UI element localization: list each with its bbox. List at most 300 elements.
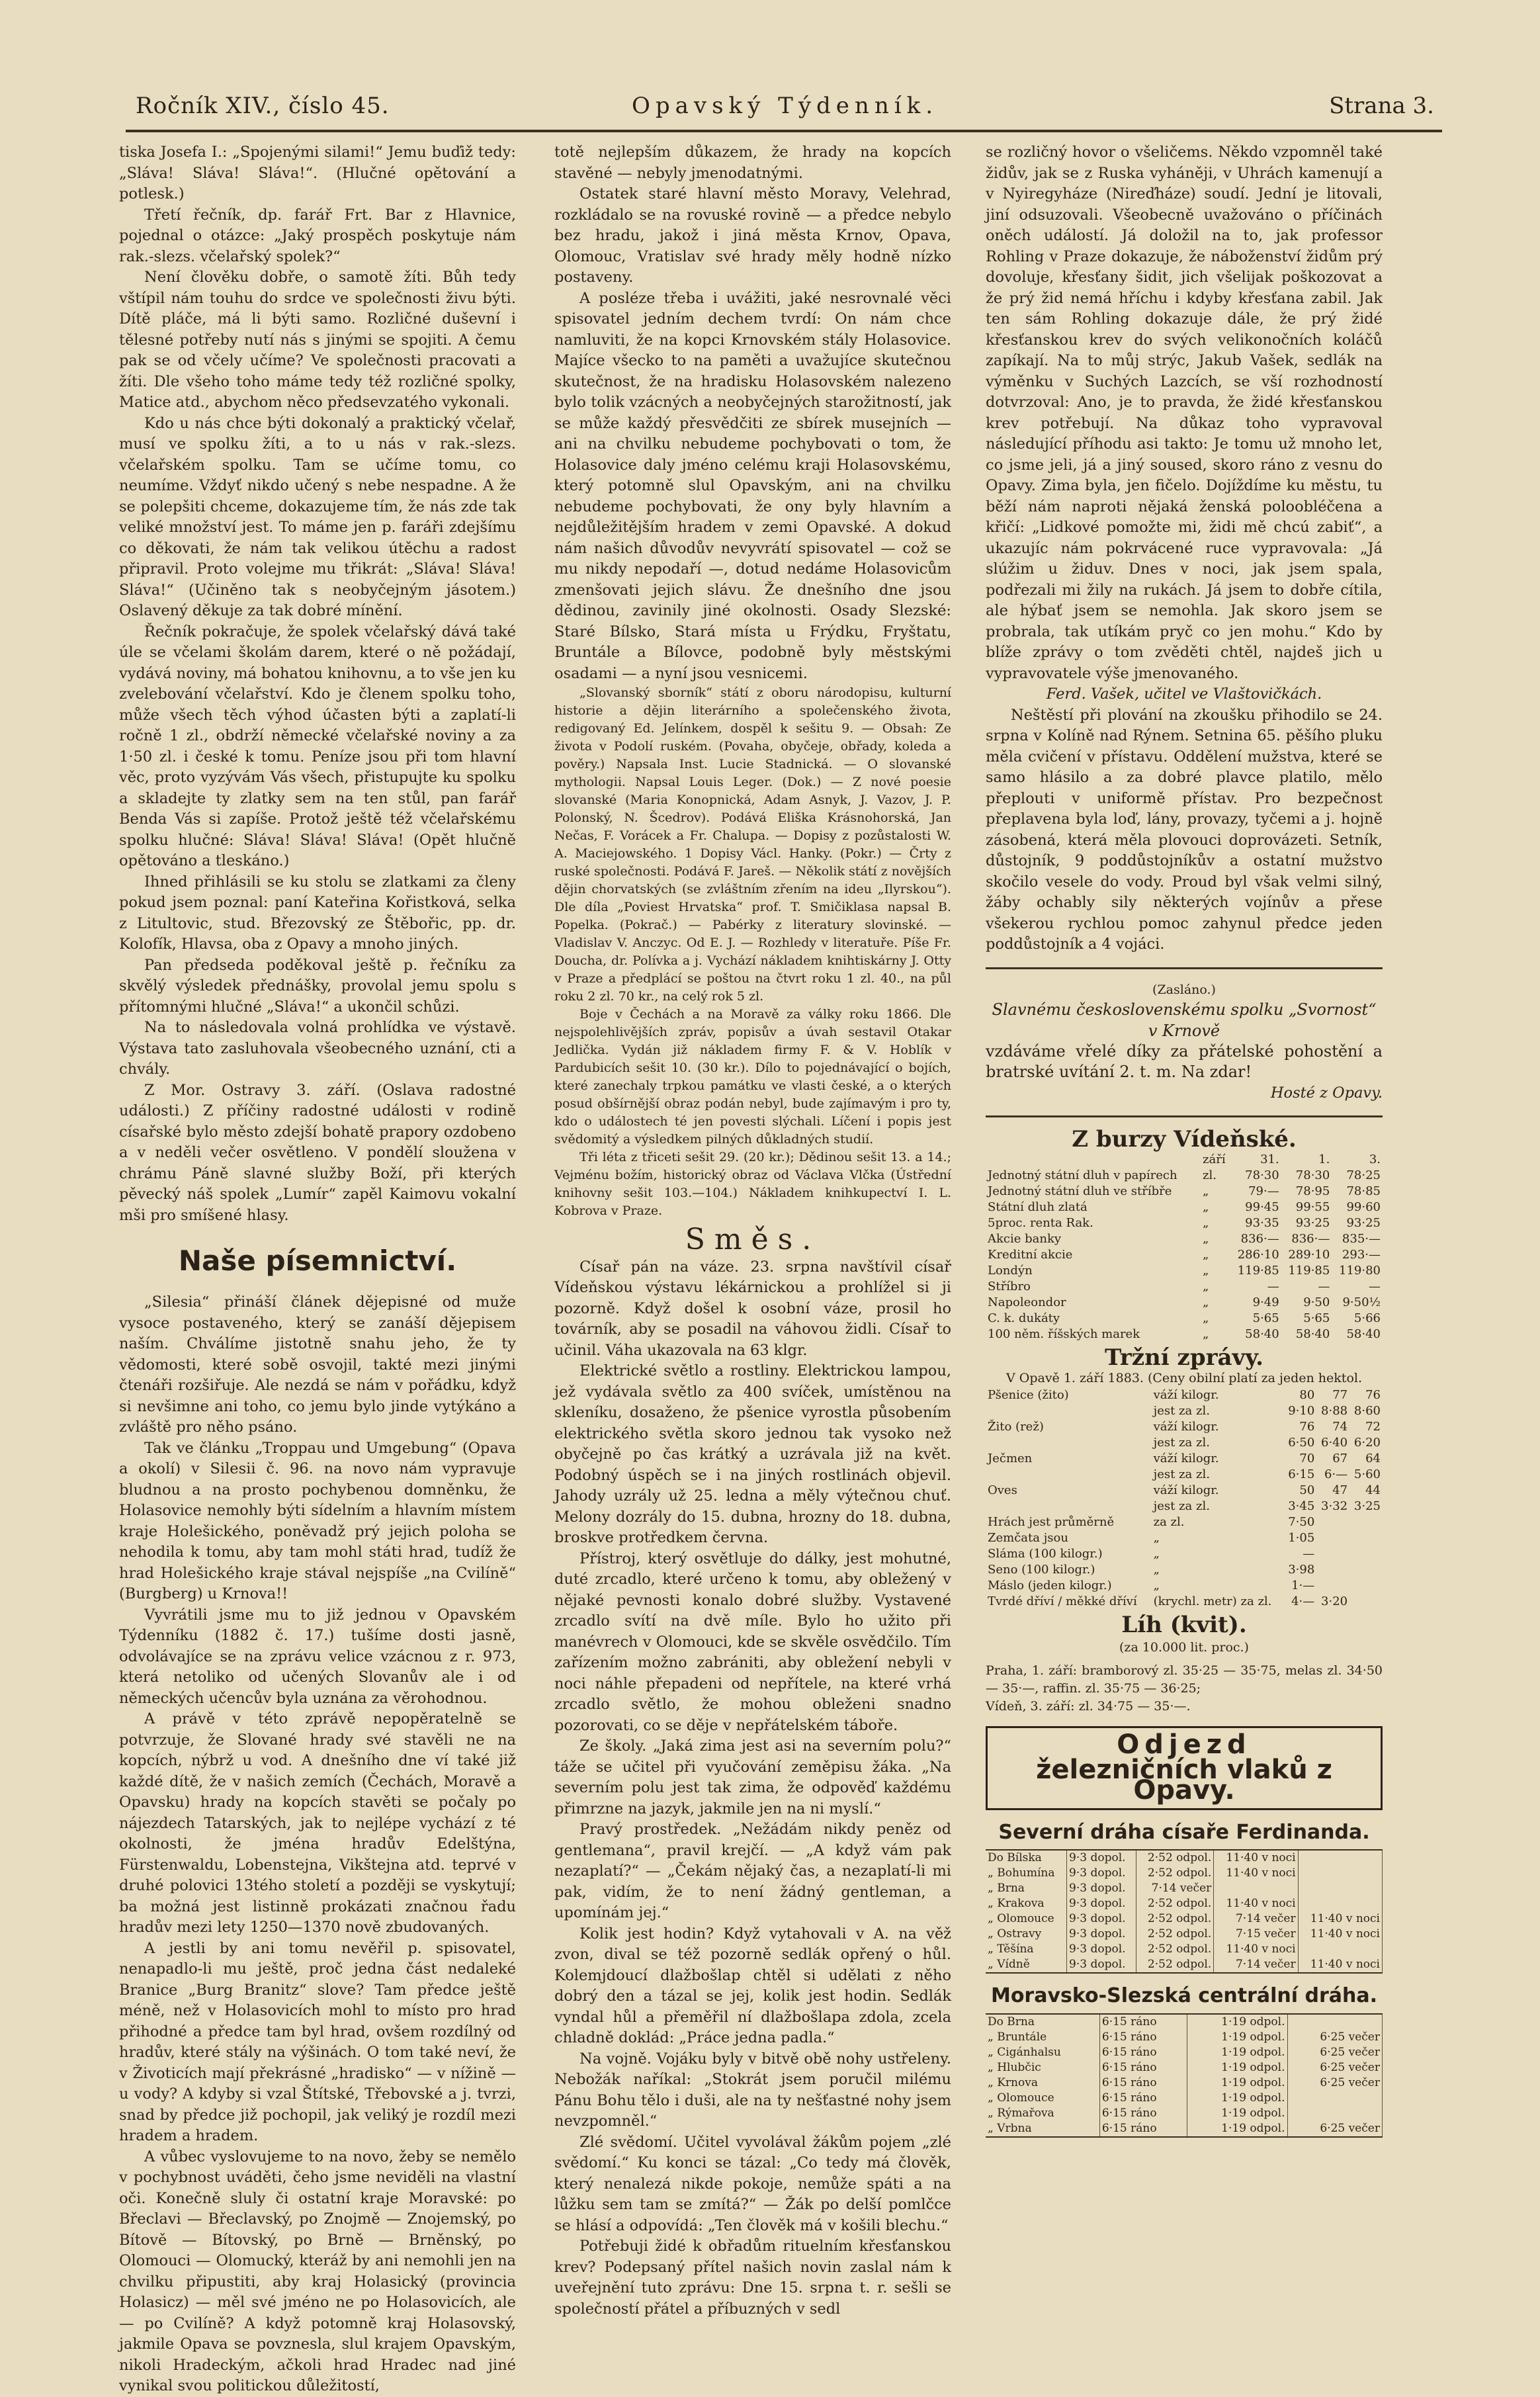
table-cell: 6·40 [1321, 1436, 1348, 1450]
table-cell: 2·52 odpol. [1136, 1942, 1214, 1957]
table-row [986, 1483, 1383, 1499]
col1-paras2 [119, 1292, 516, 2397]
table-cell: „ [1203, 1231, 1209, 1246]
table-cell: „ [1153, 1531, 1160, 1545]
table-cell: Jednotný státní dluh ve stříbře [988, 1184, 1172, 1198]
table-cell: 9·3 dopol. [1067, 1896, 1136, 1911]
table-cell: Do Bílska [986, 1850, 1067, 1866]
paragraph: tiska Josefa I.: „Spojenými silami!“ Jemu buďiž tedy: „Sláva! Sláva! Sláva!“. (Hlučné opětování a potlesk.) [119, 144, 516, 202]
table-cell: „ [1203, 1295, 1209, 1309]
table-row [986, 1850, 1383, 1866]
table-cell: „ Bohumína [986, 1866, 1067, 1881]
table-cell: 9·49 [1252, 1295, 1279, 1309]
table-cell: za zl. [1153, 1515, 1185, 1529]
table-cell: „ [1203, 1247, 1209, 1262]
paragraph: Pravý prostředek. „Nežádám nikdy peněz od gentlemana“, pravil krejčí. — „A když vám pak nezaplatí?“ — „Čekám nějaký čas, a nezaplatí-li mi pak, vidím, že to není žádný gentleman, a upomínám jej.“ [554, 1821, 951, 1921]
paragraph: A právě v této zprávě nepopěratelně se potvrzuje, že Slované hrady své stavěli ne na kopcích, nýbrž u vod. A dnešního dne ví také již každé dítě, že v našich zemích (Čechách, Moravě a Opavsku) hrady na kopcích stavěti se počaly po nájezdech Tatarských, jak to nejlépe vychází z té okolnosti, že jména hradův Edelštýna, Fürstenwaldu, Lobenstejna, Vikštejna atd. teprvé v druhé polovici 13tého století a později se vyskytují; ba možná jest listinně prokázati značnou řadu hradův mezi lety 1250—1370 nově zbudovaných. [119, 1710, 516, 1936]
table-cell: — [1267, 1279, 1279, 1293]
table-cell [986, 1403, 1152, 1419]
table-cell: „ Vrbna [986, 2121, 1099, 2137]
table-cell: 2·52 odpol. [1136, 1957, 1214, 1973]
paragraph: Třetí řečník, dp. farář Frt. Bar z Hlavnice, pojednal o otázce: „Jaký prospěch poskytuje nám rak.-slezs. včelařský spolek?“ [119, 206, 516, 265]
table-row [986, 2030, 1383, 2045]
table-cell: Pšenice (žito) [988, 1388, 1069, 1402]
table-cell: „ [1153, 1563, 1160, 1577]
table-cell: 293·— [1342, 1247, 1381, 1262]
table-row [986, 1942, 1383, 1957]
table-row [986, 2014, 1383, 2030]
table-cell: 7·14 večer [1214, 1911, 1298, 1927]
table-cell: 5·65 [1252, 1311, 1279, 1325]
table-cell: Zemčata jsou [988, 1531, 1068, 1545]
table-cell [986, 1435, 1152, 1451]
odjezd-title: Odjezd [1117, 1729, 1252, 1760]
table-cell: 58·40 [1245, 1327, 1279, 1341]
table-cell [1214, 1881, 1298, 1896]
table-row [986, 1927, 1383, 1942]
paragraph: A jestli by ani tomu nevěřil p. spisovatel, nenapadlo-li mu ještě, proč jedna část nedaleké Branice „Burg Branitz“ slove? Tam předce ještě méně, než v Holasovicích mohl to místo pro hrad přihodné a předce tam byl hrad, ovšem rozdílný od hradův, které stály na výšinách. O tom také neví, že v Životicích mají překrásné „hradisko“ — v nížině — u vody? A kdyby si vzal Štítské, Třebovské a j. tvrzi, snad by předce již pochopil, jak veliký je rozdíl mezi hradem a hradem. [119, 1939, 516, 2144]
table-cell: 58·40 [1346, 1327, 1381, 1341]
paragraph: Neštěstí při plování na zkoušku přihodilo se 24. srpna v Kolíně nad Rýnem. Setnina 65. pěšího pluku měla cvičení v přístavu. Oddělení mužstva, které se samo hlásilo a za dobré plavce platilo, mělo přeplouti v uniformě přístav. Pro bezpečnost přeplavena byla loď, lány, provazy, tyčemi a j. hojně zásobená, která měla plovouci doprovázeti. Setník, důstojník, 9 poddůstojníkův a ostatní mužstvo skočilo vesele do vody. Proud byl však velmi silný, žáby ochably sily některých vojínův a přese všekerou rychlou pomoc zahynul předce jeden poddůstojník a 4 vojáci. [986, 706, 1383, 953]
column-1 [119, 142, 516, 2394]
table-cell: — [1369, 1279, 1381, 1293]
paragraph: se rozličný hovor o všeličems. Někdo vzpomněl také židův, jak se z Ruska vyháněji, v Uhrách kamenují a v Nyiregyháze (Nireďháze) soudí. Jední je litovali, jiní odsuzovali. Všeobecně uvažováno o příčinách oněch událostí. Já doložil na to, jak professor Rohling v Praze dokazuje, že náboženství židům prý dovoluje, křesťany šidit, jich všelijak poškozovat a že prý žid nemá hříchu i kdyby křesťana zabil. Jak ten sám Rohling dokazuje dále, že prý židé křesťanskou krev do svých velikonočních koláčů zapíkají. Na to můj strýc, Jakub Vašek, sedlák na výměnku v Suchých Lazcích, se vší rozhodností dotvrzoval: Ano, je to pravda, že židé křesťanskou krev potřebují. Na důkaz toho vypravoval následující příhodu asi takto: Je tomu už mnoho let, co jsme jeli, já a jiný soused, skoro ráno z vesnu do Opavy. Zima byla, jen fičelo. Dojíždíme ku městu, tu běží nám naproti nějaká ženská poloobléčena a křičí: „Lidkové pomožte mi, židi mě chcú zabiť“, a ukazujíc nám pokrvácené ruce vypravovala: „Já slúžim u židuv. Dnes v noci, jak jsem spala, podřezali mi žily na rukách. Já jsem to dobře cítila, ale hýbať jsem se nemohla. Jak skoro jsem se probrala, tak utíkám pryč co jen mohu.“ Kdo by blíže zprávy o tom zvěděti chtěl, najdeš jich u vypravovatele výše jmenovaného. [986, 144, 1383, 682]
table-cell: Oves [988, 1483, 1017, 1497]
table-cell: 67 [1332, 1452, 1348, 1465]
table-cell: 5proc. renta Rak. [988, 1215, 1093, 1230]
table-cell: 11·40 v noci [1214, 1866, 1298, 1881]
table-cell: 3·45 [1288, 1499, 1315, 1513]
table-row [986, 1514, 1383, 1530]
paragraph: A vůbec vyslovujeme to na novo, žeby se nemělo v pochybnost uváděti, čeho jsme neviděli na vlastní oči. Konečně sluly či ostatní kraje Moravské: po Břeclavi — Břeclavský, po Znojmě — Znojemský, po Bítově — Bítovský, po Brně — Brněnský, po Olomouci — Olomucký, kteráž by ani nemohli jen na chvilku připustiti, aby kraj Holasický (provincia Holasicz) — měl své jméno ne po Holasovicích, ale — po Cvilíně? A když potomně kraj Holasovský, jakmile Opava se povznesla, slul krajem Opavským, nikoli Hradeckým, ačkoli hrad Hradec nad jiné vynikal svou politickou důležitostí, [119, 2148, 516, 2394]
table-cell: „ Bruntále [986, 2030, 1099, 2045]
table-cell: 4·— [1291, 1594, 1315, 1608]
table-row [986, 1578, 1383, 1594]
table-cell: 100 něm. říšských marek [988, 1327, 1140, 1341]
col1-paras [119, 142, 516, 1226]
table-cell: 93·25 [1295, 1215, 1330, 1230]
table-cell: 99·45 [1245, 1199, 1279, 1214]
table-cell: „ Olomouce [986, 2091, 1099, 2106]
table-cell: „ [1203, 1215, 1209, 1230]
table-cell: 5·60 [1353, 1467, 1381, 1481]
table-cell: 58·40 [1295, 1327, 1330, 1341]
paragraph: Ihned přihlásili se ku stolu se zlatkami za členy pokud jsem poznal: paní Kateřina Kořistková, selka z Litultovic, stud. Březovský ze Štěbořic, pp. dr. Kolofík, Hlavsa, oba z Opavy a mnoho jiných. [119, 873, 516, 953]
table-cell: Napoleondor [988, 1295, 1066, 1309]
table-cell [1316, 1578, 1349, 1594]
table-row [986, 1419, 1383, 1435]
table-cell [1349, 1530, 1383, 1546]
table-cell: 6·15 ráno [1099, 2121, 1187, 2137]
table-row [986, 1467, 1383, 1483]
trzni-sub: V Opavě 1. září 1883. (Ceny obilní platí za jeden hektol. [1006, 1371, 1362, 1385]
table-cell: 2·52 odpol. [1136, 1927, 1214, 1942]
table-cell: 6·— [1324, 1467, 1348, 1481]
table-cell: 9·3 dopol. [1067, 1881, 1136, 1896]
table-cell: 99·60 [1346, 1199, 1381, 1214]
table-row [986, 1311, 1383, 1327]
table-cell: 78·95 [1295, 1184, 1330, 1198]
table-cell [1316, 1562, 1349, 1578]
table-cell: 79·— [1248, 1184, 1279, 1198]
table-cell: 76 [1299, 1420, 1315, 1434]
table-cell: „ Rýmařova [986, 2106, 1099, 2121]
table-cell: 6·25 večer [1287, 2121, 1382, 2137]
table-cell: Seno (100 kilogr.) [988, 1563, 1095, 1577]
table-row [986, 1295, 1383, 1311]
table-cell: 47 [1332, 1483, 1348, 1497]
table-row [986, 1327, 1383, 1342]
table-cell [1298, 1881, 1382, 1896]
table-row [986, 1263, 1383, 1279]
odjezd-box [986, 1726, 1383, 1810]
table-cell: 1·05 [1288, 1531, 1315, 1545]
paragraph: Pan předseda poděkoval ještě p. řečníku za skvělý výsledek přednášky, provolal jemu spolu s přítomnými hlučné „Sláva!“ a ukončil schůzi. [119, 956, 516, 1016]
table-cell: 3. [1369, 1152, 1381, 1166]
table-cell: 286·10 [1237, 1247, 1279, 1262]
table-row [986, 1881, 1383, 1896]
table-cell: 2·52 odpol. [1136, 1866, 1214, 1881]
table-cell: (krychl. metr) za zl. [1153, 1594, 1272, 1608]
table-cell: jest za zl. [1153, 1436, 1210, 1450]
paragraph: Císař pán na váze. 23. srpna navštívil císař Vídeňskou výstavu lékárnickou a prohlížel si ji pozorně. Když došel k osobní váze, prosil ho továrník, aby se posadil na váhovou židli. Císař to učinil. Váha ukazovala na 63 klgr. [554, 1258, 951, 1359]
table-cell: 6·15 ráno [1099, 2030, 1187, 2045]
table-cell: 31. [1260, 1152, 1279, 1166]
table-cell [1287, 2106, 1382, 2121]
table-cell: Tvrdé dříví / měkké dříví [988, 1594, 1137, 1608]
zaslano-label: (Zasláno.) [1152, 982, 1216, 997]
burza-table [986, 1152, 1383, 1342]
table-cell: 5·65 [1303, 1311, 1330, 1325]
table-row [986, 1451, 1383, 1467]
book-notices [554, 684, 951, 1220]
table-cell: — [1303, 1547, 1315, 1561]
table-cell: 9·50½ [1342, 1295, 1381, 1309]
table-row [986, 1530, 1383, 1546]
paragraph: Z Mor. Ostravy 3. září. (Oslava radostné události.) Z příčiny radostné události v rodině císařské bylo město zdejší bohatě prapory ozdobeno a v neděli večer osvětleno. V pondělí sloužena v chrámu Páně slavné služby Boží, při kterých pěvecký náš spolek „Lumír“ zapěl Kaimovu vokalní mši pro smíšené hlasy. [119, 1081, 516, 1224]
table-cell [1349, 1594, 1383, 1610]
table-cell: 1·19 odpol. [1187, 2075, 1287, 2091]
table-cell: Státní dluh zlatá [988, 1199, 1088, 1214]
table-cell [1349, 1546, 1383, 1562]
book-notice: Boje v Čechách a na Moravě za války roku 1866. Dle nejspolehlivějších zpráv, popisův a úvah sestavil Otakar Jedlička. Vydán již nákladem firmy F. & V. Hoblík v Pardubicích sešit 10. (30 kr.). Dílo to pojednávající o bojích, které zanechaly trpkou památku ve vlasti české, a o kterých posud obšírnější obraz podán nebyl, bude zajímavým i pro ty, kdo o událostech té jen povesti slýchali. Líčení i popis jest svědomitý a výsledkem pilných důkladných studií. [554, 1007, 951, 1147]
table-cell: „ [1203, 1327, 1209, 1341]
table-cell: 3·32 [1321, 1499, 1348, 1513]
header-rule [126, 130, 1442, 132]
table-cell: C. k. dukáty [988, 1311, 1060, 1325]
table-cell: 78·25 [1346, 1168, 1381, 1182]
table-cell: „ [1203, 1199, 1209, 1214]
table-cell [1298, 1942, 1382, 1957]
table-cell: 9·3 dopol. [1067, 1942, 1136, 1957]
table-cell: 3·98 [1288, 1563, 1315, 1577]
table-cell [1298, 1850, 1382, 1866]
table-cell: Londýn [988, 1263, 1033, 1278]
table-row [986, 1911, 1383, 1927]
table-cell [1349, 1562, 1383, 1578]
table-cell: Do Brna [986, 2014, 1099, 2030]
table-row [986, 2075, 1383, 2091]
page-number: Strana 3. [1329, 93, 1434, 119]
lih-title: Líh (kvit). [1121, 1612, 1247, 1638]
table-cell: 1·19 odpol. [1187, 2030, 1287, 2045]
trzni-table [986, 1387, 1383, 1610]
table-cell: 1. [1318, 1152, 1330, 1166]
paragraph: Elektrické světlo a rostliny. Elektrickou lampou, jež vydávala světlo za 400 svíček, umístěnou na skleníku, dosaženo, že pšenice vyrostla působením elektrického světla skoro jednou tak vysoko než obyčejně po čas krátký a uzrávala již na květ. Podobný úspěch se i na jiných rostlinách objevil. Jahody uzrály už 25. ledna a měly výtečnou chuť. Melony dozrály do 15. dubna, hrozny do 18. dubna, broskve protředkem června. [554, 1362, 951, 1546]
table-cell: 9·50 [1303, 1295, 1330, 1309]
paragraph: Řečník pokračuje, že spolek včelařský dává také úle se včelami školám darem, které o ně požádají, vydává noviny, má bohatou knihovnu, a to vše jen ku zvelebování včelařství. Kdo je členem spolku toho, může všech těch výhod účasten býti a zaplatí-li ročně 1 zl., obdrží německé včelařské noviny a za 1·50 zl. i české k tomu. Peníze jsou při tom hlavní věc, proto vyzývám Vás všech, přistupujte ku spolku a skladejte ty zlatky sem na ten stůl, pan farář Benda Vás si zapíše. Protož ještě též včelařskému spolku hlučné: Sláva! Sláva! Sláva! (Opět hlučně opětováno a tleskáno.) [119, 623, 516, 869]
table-cell: „ [1153, 1547, 1160, 1561]
table-cell: váží kilogr. [1153, 1388, 1219, 1402]
divider [986, 1115, 1383, 1117]
table-cell: 835·— [1342, 1231, 1381, 1246]
table-cell: 119·85 [1288, 1263, 1330, 1278]
table-cell: „ [1203, 1279, 1209, 1293]
table-cell: Žito (rež) [988, 1420, 1044, 1434]
table-cell: „ [1153, 1579, 1160, 1592]
zaslano-text: vzdáváme vřelé díky za přátelské pohostění a bratrské uvítání 2. t. m. Na zdar! [986, 1041, 1383, 1081]
table-row [986, 2091, 1383, 2106]
table-cell: 99·55 [1295, 1199, 1330, 1214]
table-cell: 6·20 [1353, 1436, 1381, 1450]
table-row [986, 1231, 1383, 1247]
table-cell: 6·50 [1288, 1436, 1315, 1450]
table-cell: 1·— [1291, 1579, 1315, 1592]
table-cell [986, 1467, 1152, 1483]
table-cell: jest za zl. [1153, 1499, 1210, 1513]
table-cell: 6·15 ráno [1099, 2091, 1187, 2106]
table-cell: 8·88 [1321, 1404, 1348, 1418]
paragraph: Zlé svědomí. Učitel vyvolával žákům pojem „zlé svědomí.“ Ku konci se tázal: „Co tedy má člověk, který nenalezá nikde pokoje, nemůže spáti a na lůžku sem tam se zmítá?“ — Žák po delší pomlčce se hlásí a odpovídá: „Ten člověk má v košili blechu.“ [554, 2133, 951, 2234]
route2-table [986, 2013, 1383, 2138]
table-cell: Ječmen [988, 1452, 1033, 1465]
table-row [986, 1594, 1383, 1610]
table-cell: Stříbro [988, 1279, 1031, 1293]
table-cell: 9·3 dopol. [1067, 1866, 1136, 1881]
table-row [986, 2106, 1383, 2121]
table-cell: 72 [1365, 1420, 1381, 1434]
table-cell: 77 [1332, 1388, 1348, 1402]
table-cell: 6·15 [1288, 1467, 1315, 1481]
route2-title: Moravsko-Slezská centrální dráha. [990, 1984, 1378, 2007]
section-heading: Naše písemnictví. [178, 1244, 457, 1277]
table-cell: 6·15 ráno [1099, 2014, 1187, 2030]
zaslano-line2: v Krnově [1148, 1021, 1220, 1040]
lih-line2: Vídeň, 3. září: zl. 34·75 — 35·—. [986, 1699, 1191, 1714]
table-cell: 93·35 [1245, 1215, 1279, 1230]
table-row [986, 2060, 1383, 2075]
table-cell: 11·40 v noci [1298, 1957, 1382, 1973]
table-cell: „ [1203, 1184, 1209, 1198]
table-cell: 76 [1365, 1388, 1381, 1402]
paragraph: Ostatek staré hlavní město Moravy, Velehrad, rozkládalo se na rovuské rovině — a předce nebylo bez hradu, jakož i jiná města Krnov, Opava, Olomouc, Vratislav své hrady měly hodně nízko postaveny. [554, 185, 951, 286]
page-header [136, 93, 1434, 132]
table-cell: 1·19 odpol. [1187, 2106, 1287, 2121]
burza-title: Z burzy Vídeňské. [1072, 1126, 1297, 1153]
route1-body [986, 1850, 1383, 1973]
table-cell: 50 [1299, 1483, 1315, 1497]
signature: Ferd. Vašek, učitel ve Vlaštovičkách. [1046, 685, 1322, 703]
table-cell: 64 [1365, 1452, 1381, 1465]
table-cell [1349, 1514, 1383, 1530]
table-cell: 78·30 [1245, 1168, 1279, 1182]
table-cell: „ Hlubčic [986, 2060, 1099, 2075]
divider [986, 967, 1383, 969]
table-cell: 2·52 odpol. [1136, 1911, 1214, 1927]
odjezd-subtitle: železničních vlaků z Opavy. [1036, 1754, 1332, 1806]
table-row [986, 2121, 1383, 2137]
table-cell: „ [1203, 1311, 1209, 1325]
lih-sub: (za 10.000 lit. proc.) [1119, 1639, 1249, 1655]
table-cell: 7·50 [1288, 1515, 1315, 1529]
table-cell: „ Krakova [986, 1896, 1067, 1911]
table-cell: váží kilogr. [1153, 1420, 1219, 1434]
table-row [986, 1896, 1383, 1911]
table-cell [1349, 1578, 1383, 1594]
table-cell: 3·25 [1353, 1499, 1381, 1513]
table-cell: 8·60 [1353, 1404, 1381, 1418]
table-cell [986, 1152, 1201, 1168]
table-row [986, 1866, 1383, 1881]
table-cell: Máslo (jeden kilogr.) [988, 1579, 1112, 1592]
table-cell: 6·25 večer [1287, 2030, 1382, 2045]
table-cell: září [1203, 1152, 1226, 1166]
table-cell: 78·85 [1346, 1184, 1381, 1198]
table-cell: 80 [1299, 1388, 1315, 1402]
column-3 [986, 142, 1383, 2279]
table-row [986, 1957, 1383, 1973]
table-row [986, 1546, 1383, 1562]
paragraph: Ze školy. „Jaká zima jest asi na severním polu?“ táže se učitel při vyučování zeměpisu žáka. „Na severním polu jest tak zima, že odpověď každému přimrzne na jazyk, jakmile jen na ni myslí.“ [554, 1737, 951, 1817]
paragraph: Na to následovala volná prohlídka ve výstavě. Výstava tato zasluhovala všeobecného uznání, cti a chvály. [119, 1019, 516, 1078]
table-cell: „ Ostravy [986, 1927, 1067, 1942]
table-cell: 9·3 dopol. [1067, 1927, 1136, 1942]
table-cell: 9·10 [1288, 1404, 1315, 1418]
table-cell: Jednotný státní dluh v papírech [988, 1168, 1177, 1182]
table-cell: „ Vídně [986, 1957, 1067, 1973]
table-row [986, 1562, 1383, 1578]
paragraph: Přístroj, který osvětluje do dálky, jest mohutné, duté zrcadlo, které určeno k tomu, aby obležený v nějaké pevnosti konalo dobré služby. Vystavené zrcadlo svítí na dvě míle. Bylo ho užito při manévrech v Olomouci, kde se skvěle osvědčilo. Tím zařízením možno zabrániti, aby obležení nebyli v noci náhle přepadeni od nepřítele, na které vrhá zrcadlo světlo, že mohou obleženi snadno pozorovati, co se děje v nepřátelském táboře. [554, 1549, 951, 1734]
table-cell: 11·40 v noci [1214, 1942, 1298, 1957]
table-cell [1298, 1896, 1382, 1911]
table-cell: 2·52 odpol. [1136, 1850, 1214, 1866]
route1-table [986, 1849, 1383, 1974]
table-cell: 9·3 dopol. [1067, 1911, 1136, 1927]
table-cell: 2·52 odpol. [1136, 1896, 1214, 1911]
table-row [986, 1279, 1383, 1295]
table-cell: 7·15 večer [1214, 1927, 1298, 1942]
table-cell: 5·66 [1353, 1311, 1381, 1325]
table-cell: 11·40 v noci [1298, 1927, 1382, 1942]
table-row [986, 2045, 1383, 2060]
table-cell: 11·40 v noci [1214, 1850, 1298, 1866]
trzni-body [986, 1387, 1383, 1610]
table-cell: Sláma (100 kilogr.) [988, 1547, 1103, 1561]
table-cell: 70 [1299, 1452, 1315, 1465]
table-cell: 6·25 večer [1287, 2045, 1382, 2060]
newspaper-title: Opavský Týdenník. [631, 93, 939, 119]
table-cell: 6·15 ráno [1099, 2045, 1187, 2060]
table-cell: 1·19 odpol. [1187, 2091, 1287, 2106]
table-cell: 11·40 v noci [1298, 1911, 1382, 1927]
route1-title: Severní dráha císaře Ferdinanda. [998, 1820, 1370, 1844]
table-cell: 1·19 odpol. [1187, 2060, 1287, 2075]
issue-label: Ročník XIV., číslo 45. [136, 93, 390, 119]
section-heading-smes: Směs. [685, 1223, 821, 1256]
table-cell [1316, 1514, 1349, 1530]
paragraph: Na vojně. Vojáku byly v bitvě obě nohy ustřeleny. Nebožák naříkal: „Stokrát jsem poručil milému Pánu Bohu tělo i duši, ale na ty nešťastné nohy jsem nevzpomněl.“ [554, 2050, 951, 2130]
table-cell: 1·19 odpol. [1187, 2045, 1287, 2060]
zaslano-sign: Hosté z Opavy. [1270, 1084, 1383, 1102]
table-cell: 119·80 [1339, 1263, 1381, 1278]
book-notice: „Slovanský sborník“ státí z oboru národopisu, kulturní historie a dějin literárního a společenského života, redigovaný Ed. Jelínkem, dospěl k sešitu 9. — Obsah: Ze života v Podolí ruském. (Povaha, obyčeje, obřady, koleda a pověry.) Napsala Inst. Lucie Stadnická. — O slovanské mythologii. Napsal Louis Leger. (Dok.) — Z nové poesie slovanské (Maria Konopnická, Adam Asnyk, J. Vazov, J. P. Polonský, N. Šcedrov). Podává Eliška Krásnohorská, Jan Nečas, F. Vorácek a Fr. Chalupa. — Dopisy z pozůstalosti W. A. Maciejowského. 1 Dopisy Václ. Hanky. (Pokr.) — Črty z ruské společnosti. Podává F. Jareš. — Několik státí z novějších dějin chorvatských (se zvláštním zřením na ideu „Ilyrskou“). Dle díla „Poviest Hrvatska“ prof. T. Smičiklasa napsal B. Popelka. (Pokrač.) — Pabérky z literatury slovinské. — Vladislav V. Anczyc. Od E. J. — Rozhledy v literatuře. Píše Fr. Doucha, dr. Polívka a j. Vychází nákladem knihtiskárny J. Otty v Praze a předplácí se poštou na čtvrt roku 1 zl. 40., na půl roku 2 zl. 70 kr., na celý rok 5 zl. [554, 685, 951, 1004]
table-cell: 6·15 ráno [1099, 2060, 1187, 2075]
table-cell: 836·— [1240, 1231, 1279, 1246]
table-row [986, 1215, 1383, 1231]
paragraph: Kolik jest hodin? Když vytahovali v A. na věž zvon, dival se též pozorně sedlák opřený o hůl. Kolemjdoucí dlažbošlap chtěl si udělati z něho dobrý den a tázal se jej, kolik jest hodin. Sedlák vyndal hůl a přeměřil ní dlažbošlapa zdola, zcela chladně doklád: „Práce jedna padla.“ [554, 1925, 951, 2046]
paragraph: „Silesia“ přináší článek dějepisné od muže vysoce postaveného, který se zanáší dějepisem naším. Chválíme jistotně snahu jeho, že ty vědomosti, které sobě osvojil, takté mezi jinými čtenáři rozšiřuje. Ale nezdá se nám v pořádku, když si nevšimne ani toho, co jemu bylo jinde vytýkáno a zvláště pro něho psáno. [119, 1293, 516, 1436]
table-cell: váží kilogr. [1153, 1452, 1219, 1465]
table-cell: „ Cigánhalsu [986, 2045, 1099, 2060]
table-cell: 74 [1332, 1420, 1348, 1434]
table-row [986, 1403, 1383, 1419]
book-notice: Tři léta z třiceti sešit 29. (20 kr.); Dědinou sešit 13. a 14.; Vejménu božím, historický obraz od Václava Vlčka (Ústřední knihovny sešit 103.—104.) Nákladem knihkupectví I. L. Kobrova v Praze. [554, 1150, 951, 1218]
table-cell [1287, 2014, 1382, 2030]
table-cell: 6·15 ráno [1099, 2075, 1187, 2091]
table-cell: 78·30 [1295, 1168, 1330, 1182]
table-cell: Kreditní akcie [988, 1247, 1073, 1262]
table-cell: 6·25 večer [1287, 2075, 1382, 2091]
table-cell [986, 1499, 1152, 1514]
table-cell: „ Olomouce [986, 1911, 1067, 1927]
paragraph: Kdo u nás chce býti dokonalý a praktický včelař, musí ve spolku žíti, a to u nás v rak.-slezs. včelařském spolku. Tam se učíme tomu, co neumíme. Vždyť nikdo učený s nebe nespadne. A že se polepšiti chceme, dokazujeme tím, že nás zde tak veliké množství jest. To máme jen p. faráři zdejšímu co děkovati, že nám tak velikou útěchu a radost připravil. Proto volejme mu třikrát: „Sláva! Sláva! Sláva!“ (Učiněno tak s neobyčejným jásotem.) Oslavený děkuje za tak dobré mínění. [119, 414, 516, 619]
table-cell: „ Krnova [986, 2075, 1099, 2091]
table-cell: jest za zl. [1153, 1467, 1210, 1481]
burza-body [986, 1168, 1383, 1342]
table-cell: Akcie banky [988, 1231, 1062, 1246]
table-cell: 7·14 večer [1136, 1881, 1214, 1896]
table-header-row [986, 1152, 1383, 1168]
lih-line1: Praha, 1. září: bramborový zl. 35·25 — 35·75, melas zl. 34·50 — 35·—, raffin. zl. 35·75 — 36·25; [986, 1663, 1383, 1696]
table-cell: „ Brna [986, 1881, 1067, 1896]
table-cell: 3·20 [1321, 1594, 1348, 1608]
table-cell: 1·19 odpol. [1187, 2014, 1287, 2030]
table-row [986, 1247, 1383, 1263]
table-cell: 289·10 [1288, 1247, 1330, 1262]
table-cell: 93·25 [1346, 1215, 1381, 1230]
table-cell [1316, 1546, 1349, 1562]
table-cell [1298, 1866, 1382, 1881]
table-cell [1316, 1530, 1349, 1546]
table-row [986, 1199, 1383, 1215]
table-cell: 7·14 večer [1214, 1957, 1298, 1973]
route2-body [986, 2014, 1383, 2137]
table-cell: — [1318, 1279, 1330, 1293]
table-cell: 9·3 dopol. [1067, 1957, 1136, 1973]
column-2 [554, 142, 951, 2318]
table-cell: 11·40 v noci [1214, 1896, 1298, 1911]
table-cell: zl. [1203, 1168, 1217, 1182]
paragraph: Tak ve článku „Troppau und Umgebung“ (Opava a okolí) v Silesii č. 96. na novo nám vypravuje bludnou a na prosto pochybenou domněnku, že Holasovice nemohly býti sídelním a hlavním místem kraje Holešického, poněvadž prý jejich poloha se nehodila k tomu, aby tam mohl státi hrad, tudíž že hrad Holešického kraje stával nejspíše „na Cvilíně“ (Burgberg) u Krnova!! [119, 1439, 516, 1602]
table-cell: 6·25 večer [1287, 2060, 1382, 2075]
table-cell: Hrách jest průměrně [988, 1515, 1115, 1529]
table-cell: 6·15 ráno [1099, 2106, 1187, 2121]
table-row [986, 1435, 1383, 1451]
table-cell: jest za zl. [1153, 1404, 1210, 1418]
table-cell: 119·85 [1237, 1263, 1279, 1278]
table-cell [1287, 2091, 1382, 2106]
paragraph: A posléze třeba i uvážiti, jaké nesrovnalé věci spisovatel jedním dechem tvrdí: On nám chce namluviti, že na kopci Krnovském stály Holasovice. Majíce všecko to na paměti a uvažujíce skutečnou skutečnost, že na hradisku Holasovském nalezeno bylo tolik vzácných a neobyčejných starožitností, jak se může každý přesvědčiti ze sbírek musejních — ani na chvilku nebudeme pochybovati o tom, že Holasovice daly jméno celému kraji Holasovskému, který potomně slul Opavským, ani na chvilku nebudeme pochybovati, že ony byly hlavním a nejdůležitějším hradem v zemi Opavské. A dokud nám našich důvodův nevyvrátí spisovatel — což se mu nikdy nepodaří —, dotud nedáme Holasovicům zmenšovati jejich slávu. Že dnešního dne jsou dědinou, zavinily jiné okolnosti. Osady Slezské: Staré Bílsko, Stará místa u Frýdku, Fryštatu, Bruntále a Bílovce, podobně byly městskými osadami — a nyní jsou vesnicemi. [554, 289, 951, 682]
